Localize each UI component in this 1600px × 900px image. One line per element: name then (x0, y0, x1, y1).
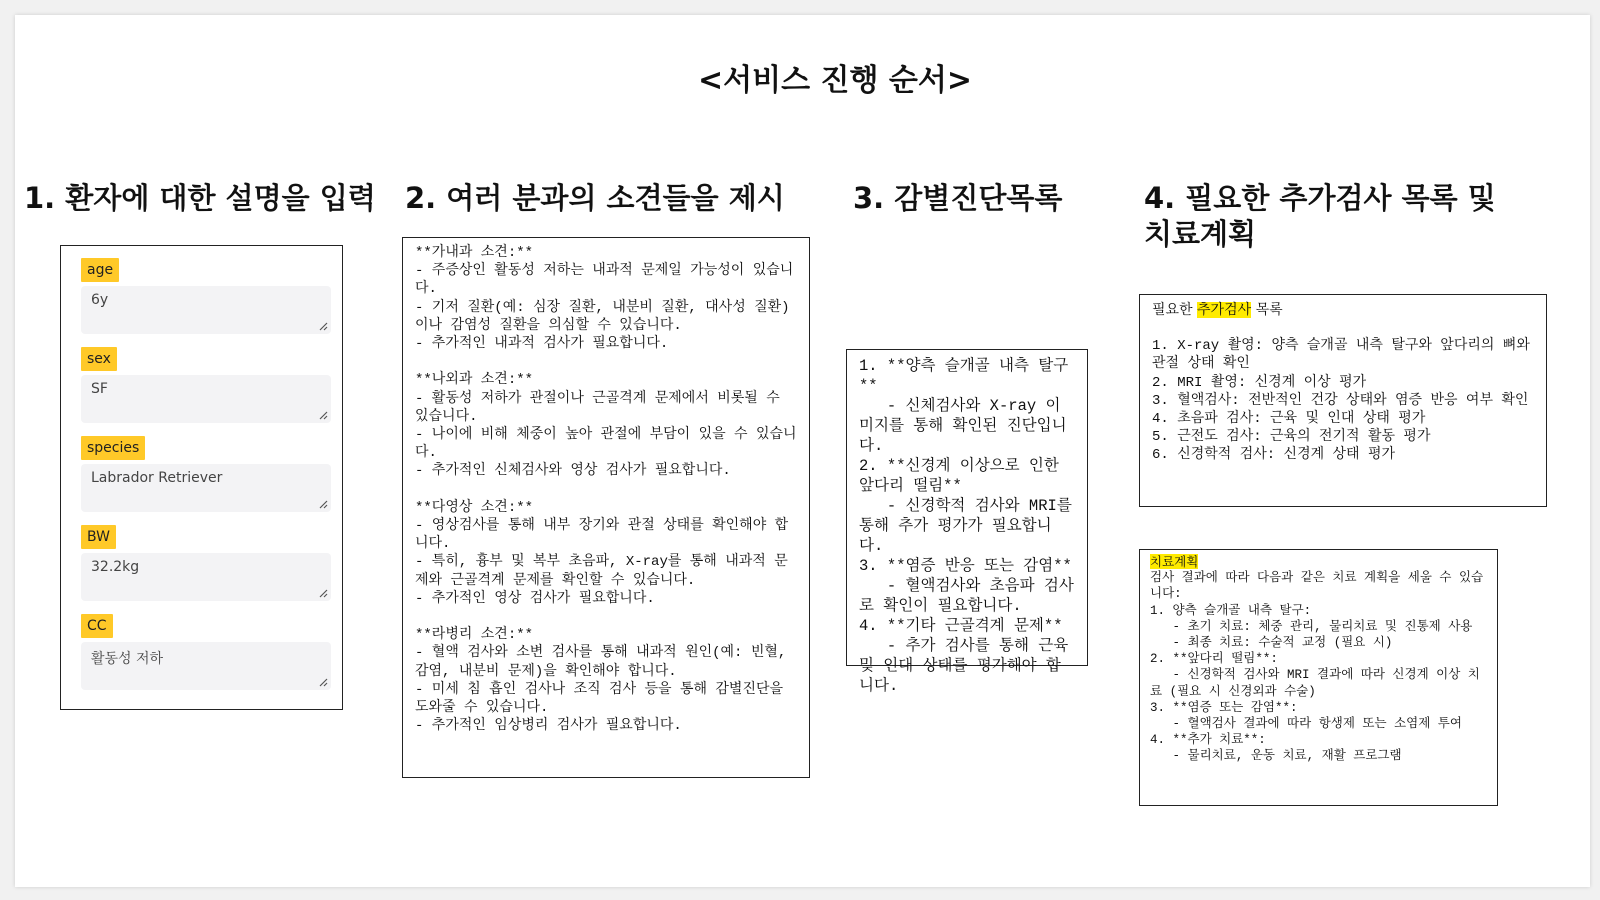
sex-input[interactable] (81, 375, 331, 423)
field-sex (81, 347, 324, 423)
treatment-plan-box (1139, 549, 1498, 806)
specialist-opinions-box (402, 237, 810, 778)
additional-tests-header (1152, 301, 1534, 319)
age-value: 6y (91, 292, 109, 308)
tests-header-highlight: 추가검사 (1197, 302, 1252, 318)
field-species (81, 436, 324, 512)
treatment-plan-highlight: 치료계획 (1150, 554, 1199, 569)
treatment-plan-text: 검사 결과에 따라 다음과 같은 치료 계획을 세울 수 있습니다: 1. 양측 슬개골 내측 탈구: - 초기 치료: 체중 관리, 물리치료 및 진통제 사용 - 최종 치료: 수술적 교정 (필요 시) 2. **앞다리 떨림**: - 신경학적 검사와 MRI 결과에 따라 신경계 이상 치료 (필요 시 신경외과 수술) 3. **염증 또는 감염**: - 혈액검사 결과에 따라 항생제 또는 소염제 투여 4. **추가 치료**: - 물리치료, 운동 치료, 재활 프로그램 (1150, 571, 1484, 764)
bw-value: 32.2kg (91, 559, 140, 575)
resize-handle-icon[interactable] (318, 588, 328, 598)
resize-handle-icon[interactable] (318, 321, 328, 331)
step1-heading: 1. 환자에 대한 설명을 입력 (24, 181, 376, 215)
step4-heading (1144, 180, 1496, 252)
resize-handle-icon[interactable] (318, 499, 328, 509)
differential-diagnosis-text: 1. **양측 슬개골 내측 탈구** - 신체검사와 X-ray 이미지를 통해 확인된 진단입니다. 2. **신경계 이상으로 인한 앞다리 떨림** - 신경학적 검사와 MRI를 통해 추가 평가가 필요합니다. 3. **염증 반응 또는 감염** - 혈액검사와 초음파 검사로 확인이 필요합니다. 4. **기타 근골격계 문제** - 추가 검사를 통해 근육 및 인대 상태를 평가해야 합니다. (859, 357, 1074, 695)
age-input[interactable] (81, 286, 331, 334)
cc-label: CC (81, 614, 113, 638)
additional-tests-box (1139, 294, 1547, 507)
species-label: species (81, 436, 145, 460)
bw-input[interactable] (81, 553, 331, 601)
age-label: age (81, 258, 119, 282)
sex-value: SF (91, 381, 108, 397)
step4-heading-line2: 치료계획 (1144, 217, 1257, 251)
slide-canvas (15, 15, 1590, 887)
additional-tests-list: 1. X-ray 촬영: 양측 슬개골 내측 탈구와 앞다리의 뼈와 관절 상태 확인 2. MRI 촬영: 신경계 이상 평가 3. 혈액검사: 전반적인 건강 상태와 염증 반응 여부 확인 4. 초음파 검사: 근육 및 인대 상태 평가 5. 근전도 검사: 근육의 전기적 활동 평가 6. 신경학적 검사: 신경계 상태 평가 (1152, 338, 1530, 464)
patient-form (60, 245, 343, 710)
species-value: Labrador Retriever (91, 470, 223, 486)
treatment-plan-header (1150, 554, 1487, 570)
sex-label: sex (81, 347, 117, 371)
species-input[interactable] (81, 464, 331, 512)
tests-header-prefix: 필요한 (1152, 302, 1198, 318)
page-title: <서비스 진행 순서> (697, 63, 973, 98)
cc-value: 활동성 저하 (91, 651, 164, 667)
step4-heading-line1: 4. 필요한 추가검사 목록 및 (1144, 181, 1496, 215)
bw-label: BW (81, 525, 116, 549)
field-age (81, 258, 324, 334)
resize-handle-icon[interactable] (318, 677, 328, 687)
specialist-opinions-text: **가내과 소견:** - 주증상인 활동성 저하는 내과적 문제일 가능성이 있습니다. - 기저 질환(예: 심장 질환, 내분비 질환, 대사성 질환)이나 감염성 질환을 의심할 수 있습니다. - 추가적인 내과적 검사가 필요합니다. **나외과 소견:** - 활동성 저하가 관절이나 근골격계 문제에서 비롯될 수 있습니다. - 나이에 비해 체중이 높아 관절에 부담이 있을 수 있습니다. - 추가적인 신체검사와 영상 검사가 필요합니다. **다영상 소견:** - 영상검사를 통해 내부 장기와 관절 상태를 확인해야 합니다. - 특히, 흉부 및 복부 초음파, X-ray를 통해 내과적 문제와 근골격계 문제를 확인할 수 있습니다. - 추가적인 영상 검사가 필요합니다. **라병리 소견:** - 혈액 검사와 소변 검사를 통해 내과적 원인(예: 빈혈, 감염, 내분비 문제)을 확인해야 합니다. - 미세 침 흡인 검사나 조직 검사 등을 통해 감별진단을 도와줄 수 있습니다. - 추가적인 임상병리 검사가 필요합니다. (415, 245, 797, 735)
tests-header-suffix: 목록 (1251, 302, 1283, 318)
resize-handle-icon[interactable] (318, 410, 328, 420)
step3-heading: 3. 감별진단목록 (853, 181, 1063, 215)
step2-heading: 2. 여러 분과의 소견들을 제시 (405, 181, 785, 215)
field-bw (81, 525, 324, 601)
field-cc (81, 614, 324, 690)
differential-diagnosis-box (846, 349, 1088, 695)
cc-input[interactable] (81, 642, 331, 690)
